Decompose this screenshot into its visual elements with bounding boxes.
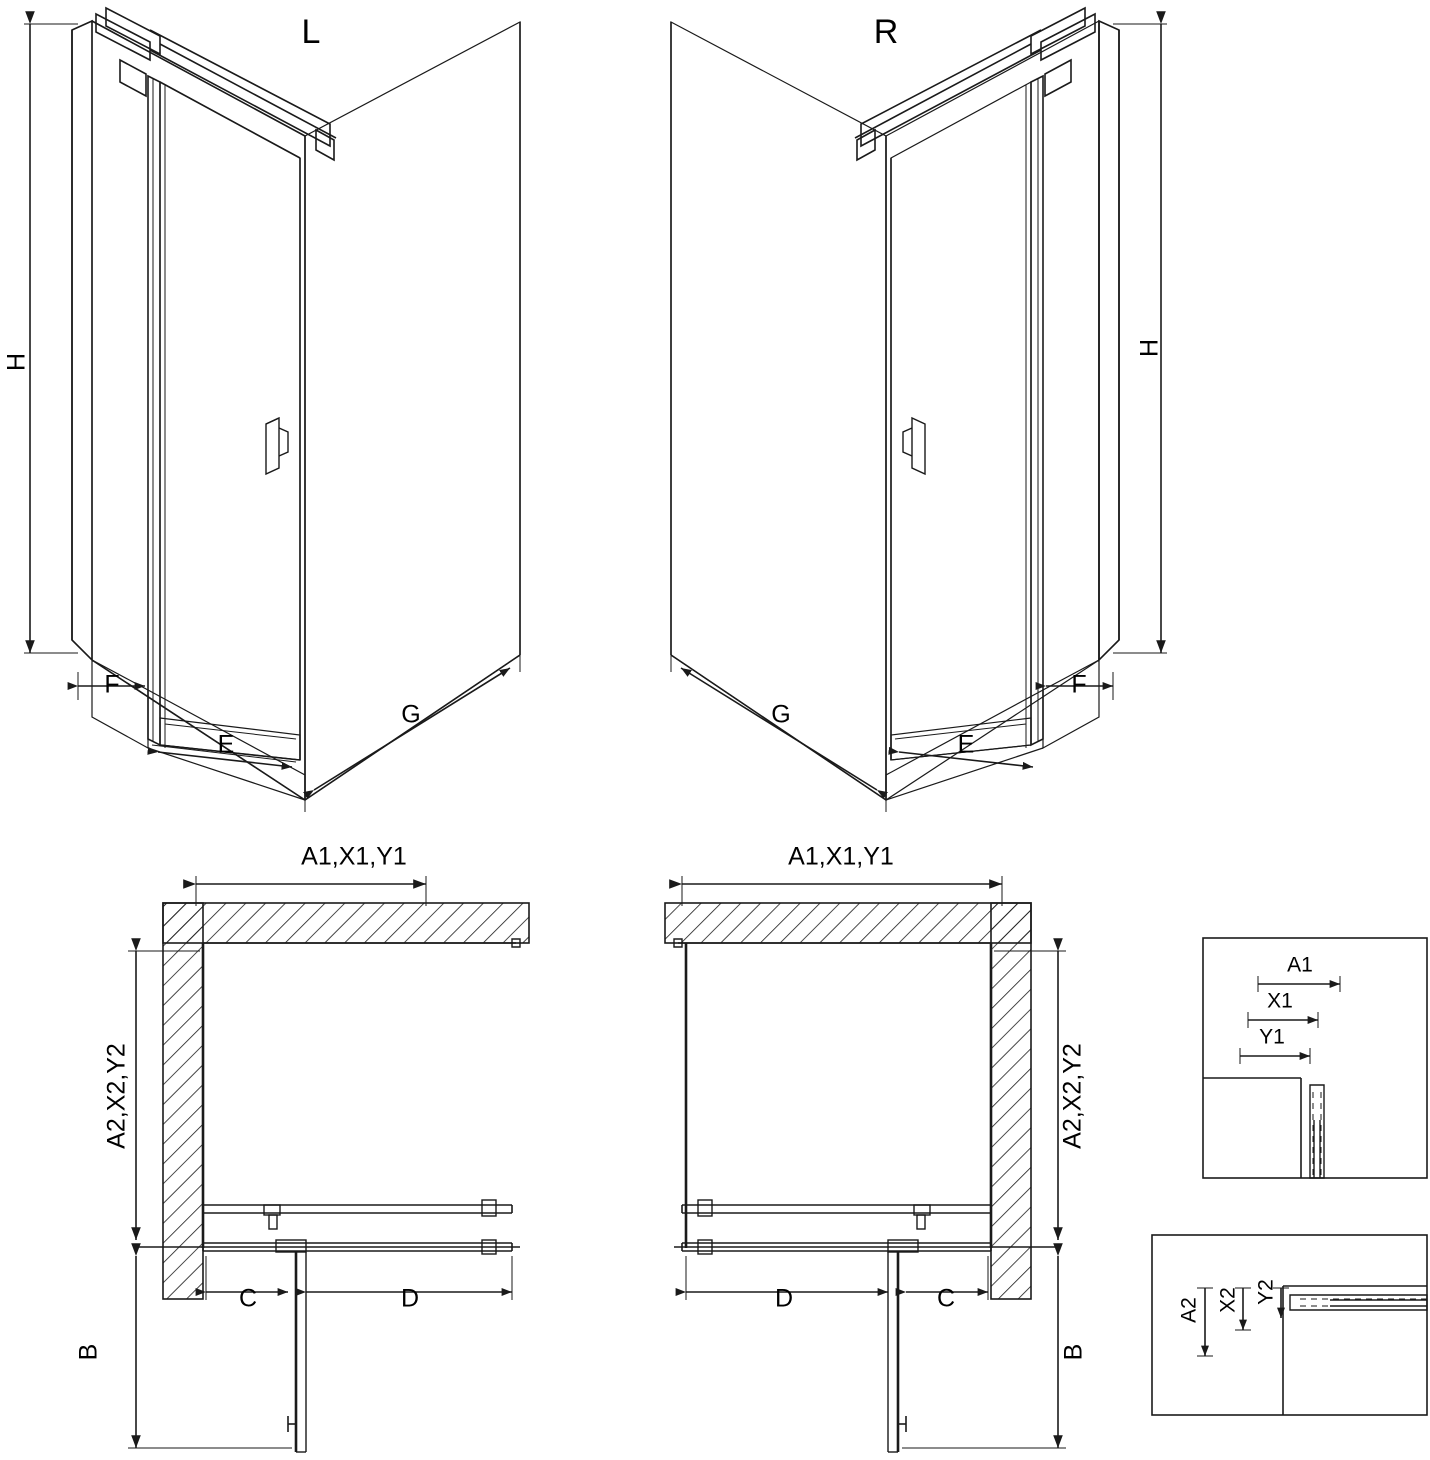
plan-view-right [665, 876, 1066, 1452]
dim-iso-left-e: E [217, 730, 235, 759]
detail-view-bottom [1152, 1235, 1427, 1415]
label-variant-left: L [301, 12, 321, 51]
detail-top-a1: A1 [1287, 953, 1313, 977]
dim-plan-right-top: A1,X1,Y1 [788, 842, 894, 871]
dim-plan-left-b: B [74, 1343, 103, 1361]
detail-bottom-x2: X2 [1216, 1287, 1240, 1313]
dim-iso-right-f: F [1071, 670, 1087, 699]
label-variant-right: R [873, 12, 899, 51]
dim-iso-right-e: E [957, 730, 975, 759]
iso-view-left [24, 8, 520, 812]
dim-height-left: H [2, 352, 31, 372]
dim-iso-right-g: G [771, 700, 791, 729]
detail-view-top [1203, 938, 1427, 1178]
dim-plan-right-b: B [1059, 1343, 1088, 1361]
dim-plan-right-c: C [936, 1284, 956, 1313]
dim-height-right: H [1135, 338, 1164, 358]
detail-top-y1: Y1 [1259, 1025, 1285, 1049]
dim-plan-left-side: A2,X2,Y2 [102, 1043, 131, 1149]
detail-bottom-y2: Y2 [1254, 1279, 1278, 1305]
detail-bottom-a2: A2 [1177, 1297, 1201, 1323]
dim-plan-left-c: C [238, 1284, 258, 1313]
iso-view-right [671, 8, 1167, 812]
dim-plan-right-d: D [774, 1284, 794, 1313]
dim-plan-left-d: D [400, 1284, 420, 1313]
dim-iso-left-g: G [401, 700, 421, 729]
detail-top-x1: X1 [1267, 989, 1293, 1013]
dim-iso-left-f: F [104, 670, 120, 699]
dim-plan-left-top: A1,X1,Y1 [301, 842, 407, 871]
plan-view-left [128, 876, 529, 1452]
dim-plan-right-side: A2,X2,Y2 [1058, 1043, 1087, 1149]
